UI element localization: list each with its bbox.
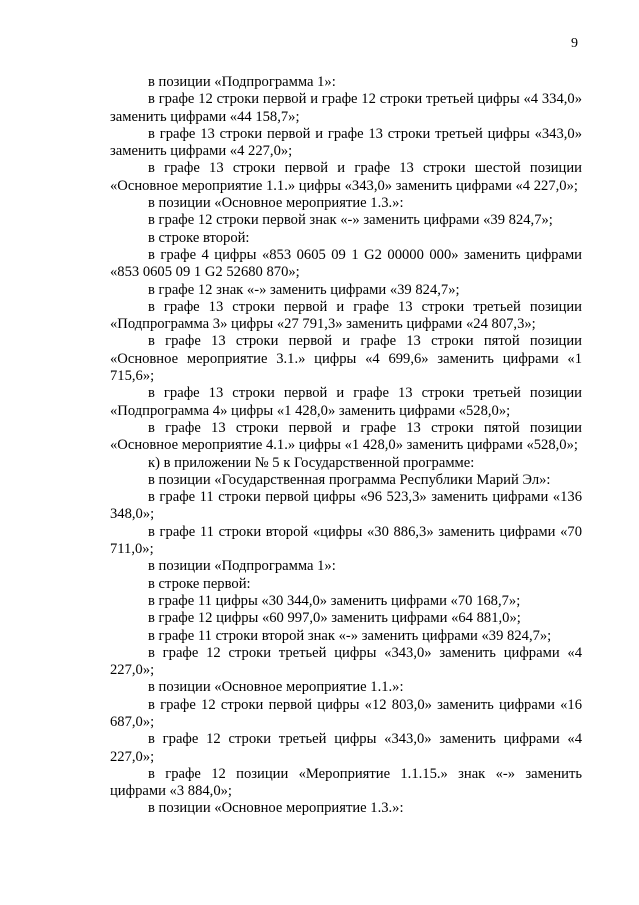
paragraph: в строке второй:: [148, 229, 250, 246]
page-number: 9: [571, 36, 578, 51]
paragraph: в графе 13 строки первой и графе 13 строки пятой позиции «Основное мероприятие 3.1.» цифры «4 699,6» заменить цифрами «1 715,6»;: [110, 333, 582, 385]
paragraph: в графе 13 строки первой и графе 13 строки третьей позиции «Подпрограмма 4» цифры «1 428,0» заменить цифрами «528,0»;: [110, 385, 582, 419]
paragraph: в позиции «Основное мероприятие 1.1.»:: [148, 679, 404, 696]
paragraph: в позиции «Государственная программа Республики Марий Эл»:: [148, 471, 551, 488]
document-body: [110, 74, 582, 818]
paragraph: в графе 12 позиции «Мероприятие 1.1.15.» знак «-» заменить цифрами «3 884,0»;: [110, 765, 582, 800]
paragraph: в графе 12 строки первой знак «-» заменить цифрами «39 824,7»;: [148, 212, 553, 229]
paragraph: в графе 12 строки третьей цифры «343,0» заменить цифрами «4 227,0»;: [110, 644, 582, 679]
paragraph: в графе 12 знак «-» заменить цифрами «39 824,7»;: [148, 281, 460, 298]
paragraph: в графе 12 строки первой цифры «12 803,0» заменить цифрами «16 687,0»;: [110, 696, 582, 730]
paragraph: в графе 13 строки первой и графе 13 строки третьей позиции «Подпрограмма 3» цифры «27 791,3» заменить цифрами «24 807,3»;: [110, 298, 582, 333]
paragraph: в графе 11 строки второй знак «-» заменить цифрами «39 824,7»;: [148, 627, 552, 644]
paragraph: в позиции «Основное мероприятие 1.3.»:: [148, 195, 404, 212]
paragraph: в графе 11 цифры «30 344,0» заменить цифрами «70 168,7»;: [148, 592, 521, 609]
paragraph: в графе 13 строки первой и графе 13 строки пятой позиции «Основное мероприятие 4.1.» цифры «1 428,0» заменить цифрами «528,0»;: [110, 419, 582, 454]
paragraph: к) в приложении № 5 к Государственной программе:: [148, 454, 475, 471]
paragraph: в позиции «Подпрограмма 1»:: [148, 74, 336, 90]
paragraph: в графе 4 цифры «853 0605 09 1 G2 00000 000» заменить цифрами «853 0605 09 1 G2 52680 870»;: [110, 246, 582, 281]
paragraph: в строке первой:: [148, 575, 251, 592]
paragraph: в графе 12 цифры «60 997,0» заменить цифрами «64 881,0»;: [148, 610, 521, 627]
paragraph: в графе 13 строки первой и графе 13 строки шестой позиции «Основное мероприятие 1.1.» цифры «343,0» заменить цифрами «4 227,0»;: [110, 160, 582, 194]
paragraph: в графе 11 строки первой цифры «96 523,3» заменить цифрами «136 348,0»;: [110, 489, 582, 523]
paragraph: в позиции «Подпрограмма 1»:: [148, 558, 336, 575]
paragraph: в позиции «Основное мероприятие 1.3.»:: [148, 800, 404, 817]
paragraph: в графе 13 строки первой и графе 13 строки третьей цифры «343,0» заменить цифрами «4 227,0»;: [110, 125, 582, 160]
paragraph: в графе 11 строки второй «цифры «30 886,3» заменить цифрами «70 711,0»;: [110, 523, 582, 558]
paragraph: в графе 12 строки третьей цифры «343,0» заменить цифрами «4 227,0»;: [110, 731, 582, 765]
paragraph: в графе 12 строки первой и графе 12 строки третьей цифры «4 334,0» заменить цифрами «44 158,7»;: [110, 91, 582, 125]
